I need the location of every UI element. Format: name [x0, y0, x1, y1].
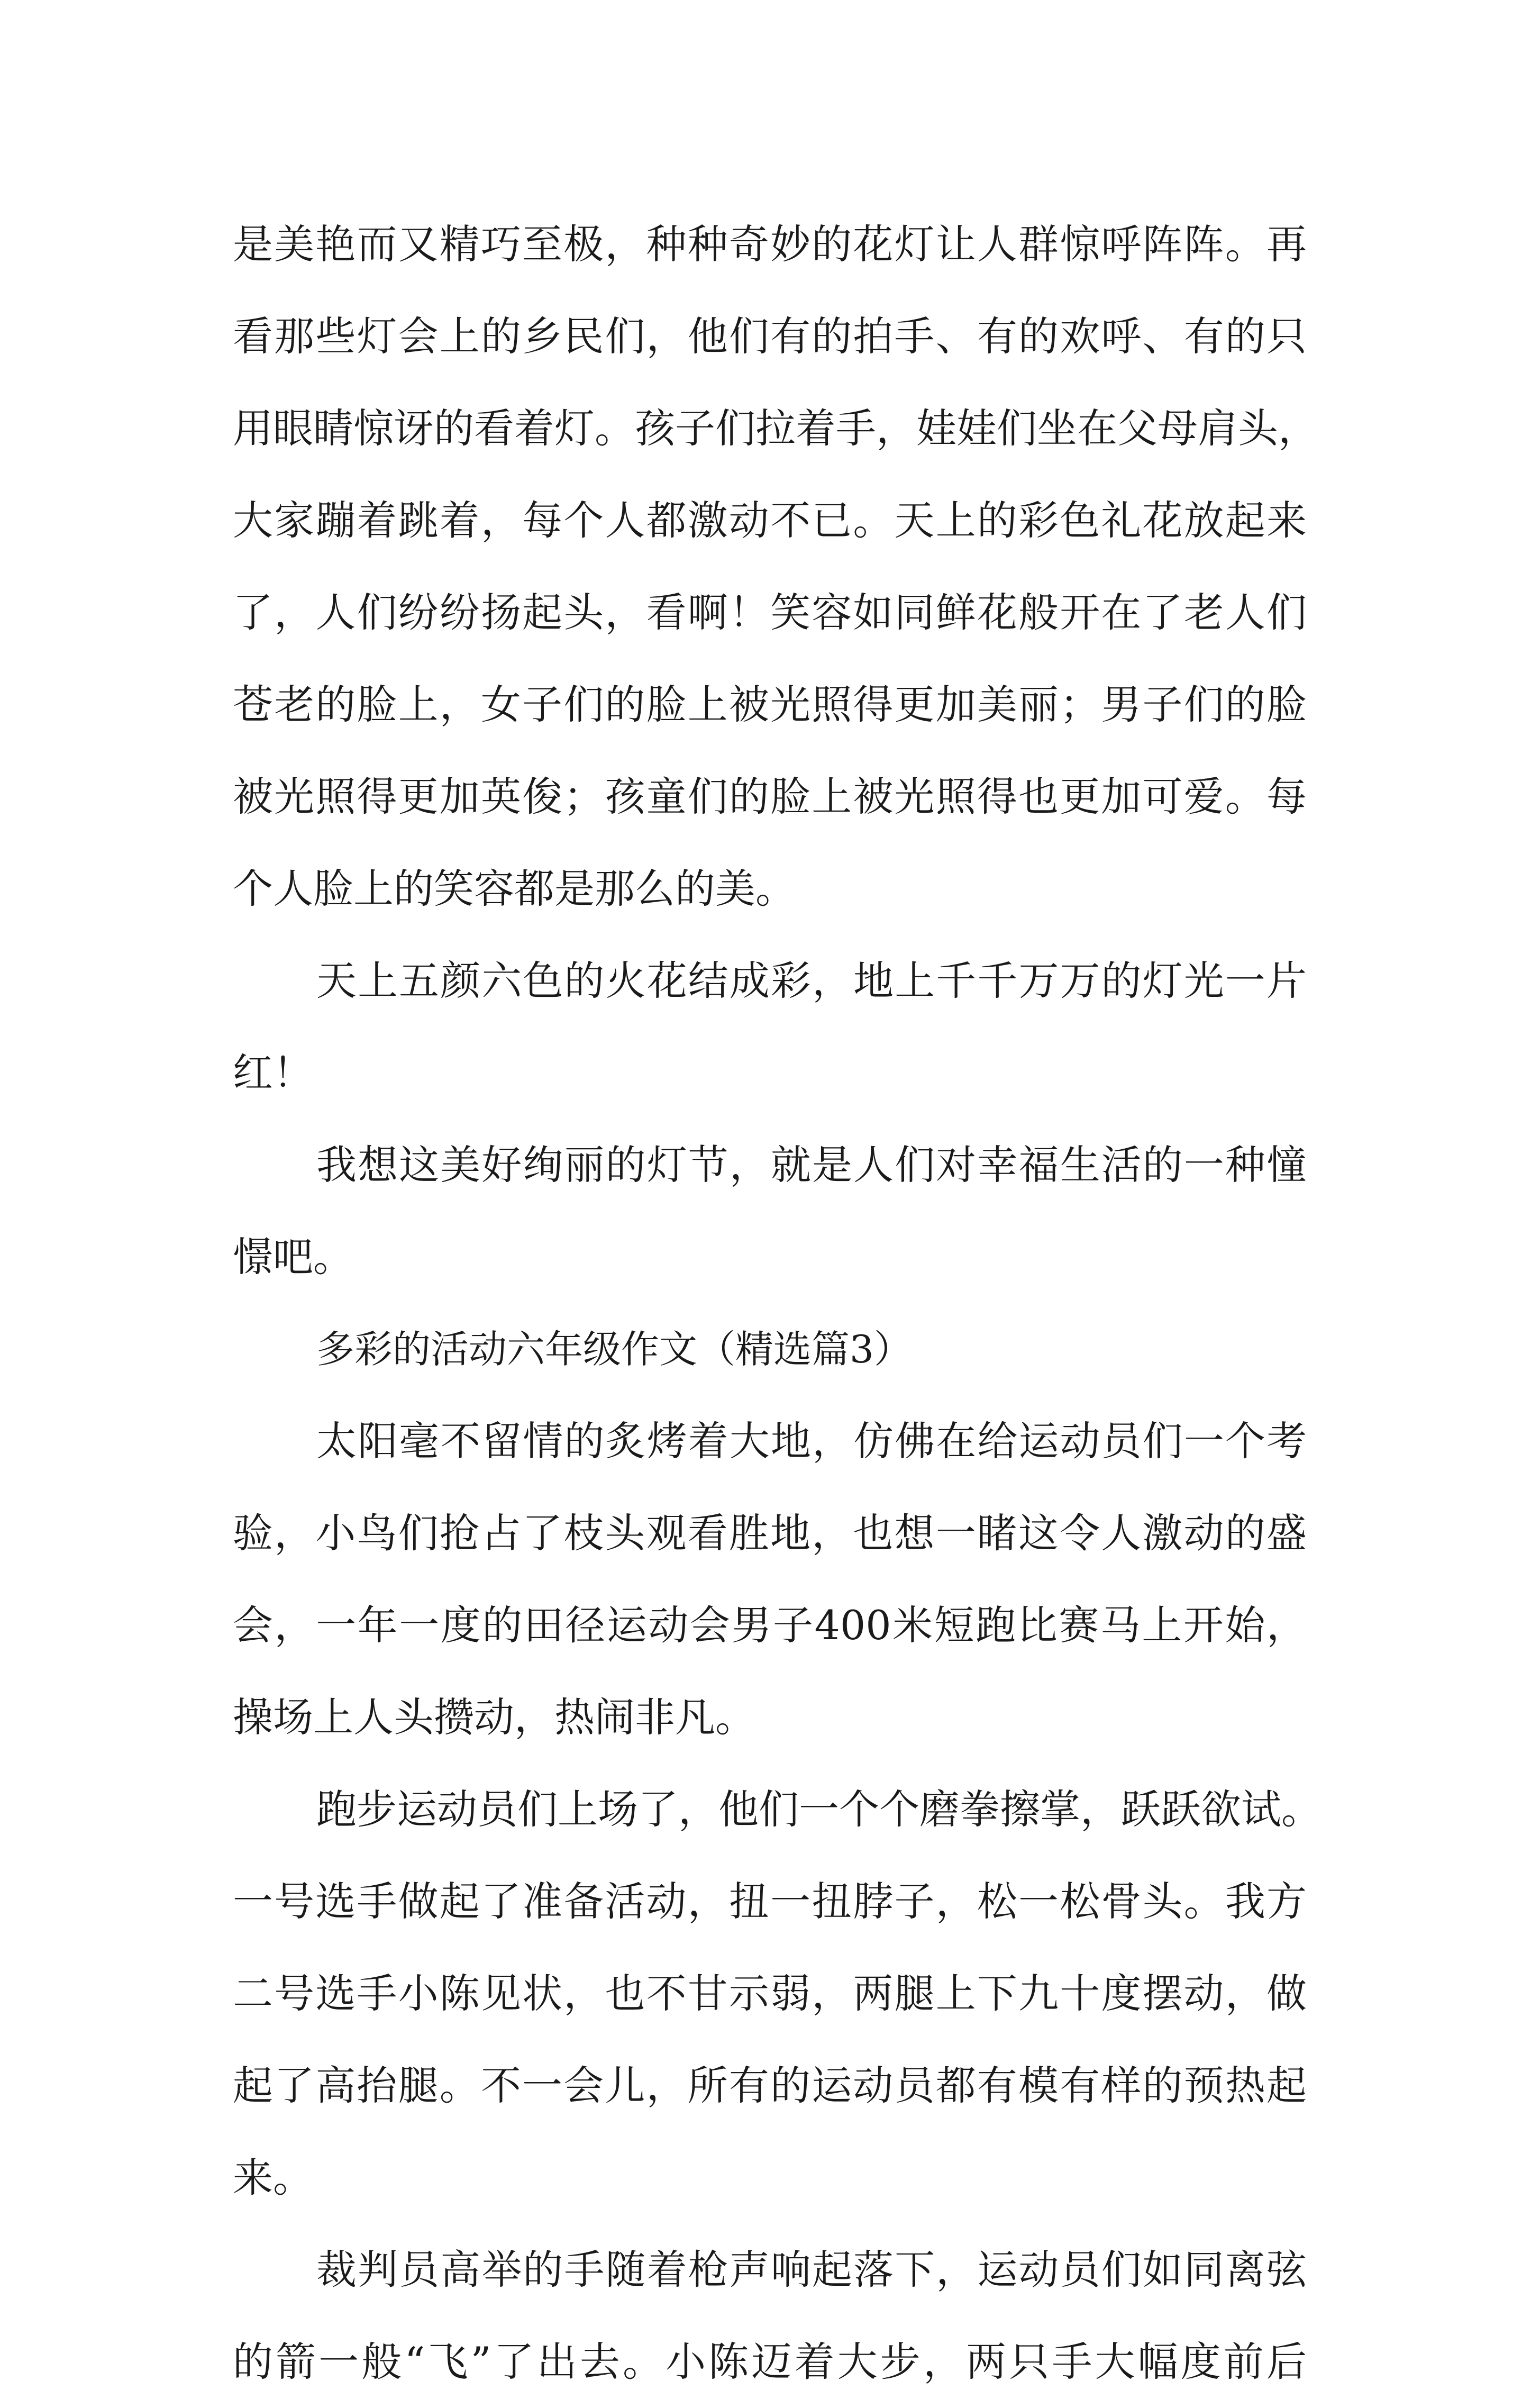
text-line: 我想这美好绚丽的灯节，就是人们对幸福生活的一种憧	[316, 1141, 1307, 1188]
text-line: 憬吧。	[233, 1233, 353, 1280]
text-line: 起了高抬腿。不一会儿，所有的运动员都有模有样的预热起	[233, 2062, 1307, 2109]
text-line: 用眼睛惊讶的看着灯。孩子们拉着手，娃娃们坐在父母肩头，	[233, 405, 1318, 452]
text-line: 跑步运动员们上场了，他们一个个磨拳擦掌，跃跃欲试。	[316, 1786, 1322, 1833]
text-line: 大家蹦着跳着，每个人都激动不已。天上的彩色礼花放起来	[233, 497, 1307, 544]
text-line: 会，一年一度的田径运动会男子400米短跑比赛马上开始，	[233, 1602, 1307, 1649]
text-line: 裁判员高举的手随着枪声响起落下，运动员们如同离弦	[316, 2246, 1307, 2293]
document-body	[233, 198, 1322, 2408]
text-line: 太阳毫不留情的炙烤着大地，仿佛在给运动员们一个考	[316, 1417, 1307, 1465]
text-line: 了，人们纷纷扬起头，看啊！笑容如同鲜花般开在了老人们	[233, 589, 1307, 636]
text-line: 一号选手做起了准备活动，扭一扭脖子，松一松骨头。我方	[233, 1878, 1307, 1925]
section-title: 多彩的活动六年级作文（精选篇3）	[316, 1327, 912, 1371]
text-line: 验，小鸟们抢占了枝头观看胜地，也想一睹这令人激动的盛	[233, 1510, 1307, 1557]
text-line: 操场上人头攒动，热闹非凡。	[233, 1694, 755, 1741]
text-line: 看那些灯会上的乡民们，他们有的拍手、有的欢呼、有的只	[233, 313, 1307, 360]
text-line: 是美艳而又精巧至极，种种奇妙的花灯让人群惊呼阵阵。再	[233, 221, 1307, 268]
text-line: 苍老的脸上，女子们的脸上被光照得更加美丽；男子们的脸	[233, 681, 1307, 728]
text-line: 的箭一般“飞”了出去。小陈迈着大步，两只手大幅度前后	[233, 2338, 1307, 2385]
text-line: 二号选手小陈见状，也不甘示弱，两腿上下九十度摆动，做	[233, 1970, 1307, 2017]
text-line: 红！	[233, 1049, 313, 1096]
text-line: 来。	[233, 2154, 313, 2201]
text-line: 个人脸上的笑容都是那么的美。	[233, 865, 796, 912]
text-line: 天上五颜六色的火花结成彩，地上千千万万的灯光一片	[316, 957, 1307, 1004]
text-line: 被光照得更加英俊；孩童们的脸上被光照得也更加可爱。每	[233, 773, 1307, 820]
